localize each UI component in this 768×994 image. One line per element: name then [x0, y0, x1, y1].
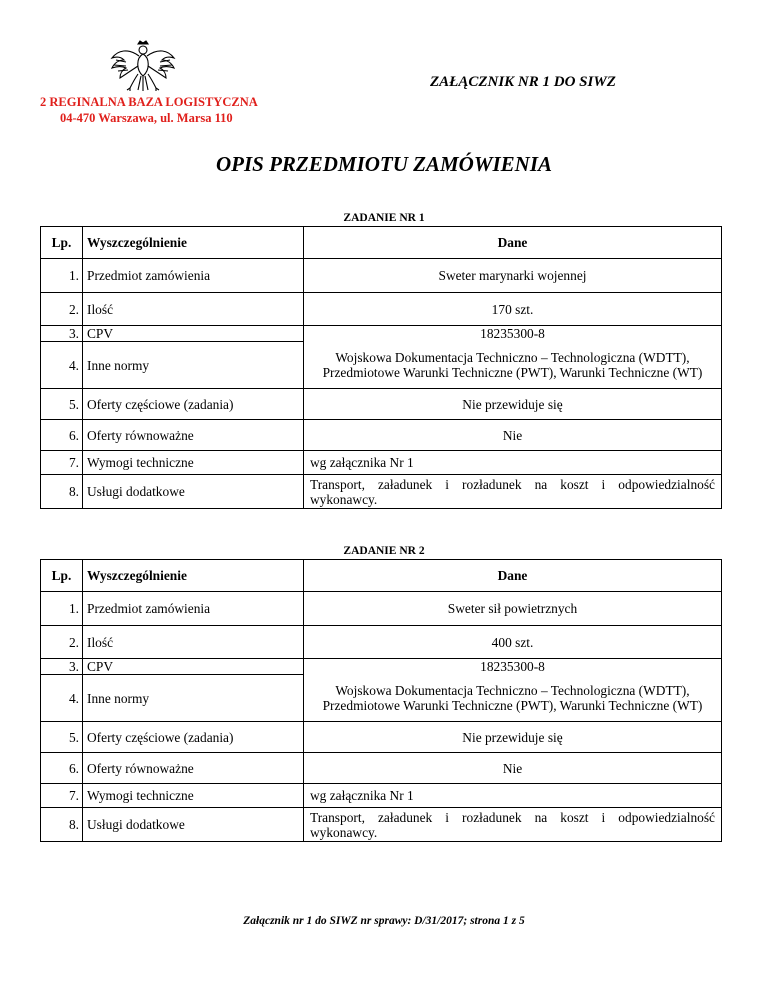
table-header-row — [41, 560, 722, 592]
row-value: wg załącznika Nr 1 — [304, 451, 722, 475]
task-2-table — [40, 559, 722, 842]
row-number: 8. — [41, 808, 83, 842]
row-number: 2. — [41, 293, 83, 326]
row-value: Nie przewiduje się — [304, 722, 722, 753]
task-1-heading: ZADANIE NR 1 — [343, 212, 425, 224]
row-number: 3. — [41, 326, 83, 342]
row-label: Wymogi techniczne — [83, 784, 304, 808]
row-number: 4. — [41, 675, 83, 722]
table-row — [41, 259, 722, 293]
row-value: wg załącznika Nr 1 — [304, 784, 722, 808]
row-value: Sweter marynarki wojennej — [304, 259, 722, 293]
row-value: Sweter sił powietrznych — [304, 592, 722, 626]
task-2-heading: ZADANIE NR 2 — [343, 545, 425, 557]
row-label: Przedmiot zamówienia — [83, 259, 304, 293]
row-value: Wojskowa Dokumentacja Techniczno – Technologiczna (WDTT), Przedmiotowe Warunki Techniczne (PWT), Warunki Techniczne (WT) — [304, 675, 722, 722]
row-value: Nie — [304, 753, 722, 784]
row-value: Transport, załadunek i rozładunek na koszt i odpowiedzialność wykonawcy. — [304, 808, 722, 842]
table-row — [41, 808, 722, 842]
row-value: 18235300-8 — [304, 326, 722, 342]
row-number: 6. — [41, 753, 83, 784]
annex-title: ZAŁĄCZNIK NR 1 DO SIWZ — [430, 74, 616, 90]
row-label: CPV — [83, 326, 304, 342]
table-row — [41, 784, 722, 808]
document-title: OPIS PRZEDMIOTU ZAMÓWIENIA — [215, 152, 553, 176]
row-number: 8. — [41, 475, 83, 509]
row-label: Usługi dodatkowe — [83, 475, 304, 509]
eagle-emblem-icon — [108, 40, 178, 92]
row-label: Inne normy — [83, 342, 304, 389]
row-value: 170 szt. — [304, 293, 722, 326]
row-value: Wojskowa Dokumentacja Techniczno – Technologiczna (WDTT), Przedmiotowe Warunki Techniczne (PWT), Warunki Techniczne (WT) — [304, 342, 722, 389]
row-label: Oferty równoważne — [83, 753, 304, 784]
table-row — [41, 753, 722, 784]
table-row — [41, 475, 722, 509]
table-row — [41, 626, 722, 659]
row-number: 2. — [41, 626, 83, 659]
row-label: Wymogi techniczne — [83, 451, 304, 475]
row-number: 6. — [41, 420, 83, 451]
row-label: Usługi dodatkowe — [83, 808, 304, 842]
table-row — [41, 592, 722, 626]
table-row — [41, 293, 722, 326]
table-row — [41, 389, 722, 420]
row-label: Ilość — [83, 293, 304, 326]
row-label: Oferty częściowe (zadania) — [83, 722, 304, 753]
row-value: Nie — [304, 420, 722, 451]
table-row — [41, 326, 722, 342]
row-label: Ilość — [83, 626, 304, 659]
row-label: Inne normy — [83, 675, 304, 722]
organization-block — [40, 94, 258, 126]
row-number: 4. — [41, 342, 83, 389]
header-data: Dane — [304, 227, 722, 259]
task-1-table — [40, 226, 722, 509]
row-value: 18235300-8 — [304, 659, 722, 675]
row-value: 400 szt. — [304, 626, 722, 659]
header-lp: Lp. — [41, 560, 83, 592]
header-item: Wyszczególnienie — [83, 227, 304, 259]
row-label: Oferty równoważne — [83, 420, 304, 451]
page-footer: Załącznik nr 1 do SIWZ nr sprawy: D/31/2017; strona 1 z 5 — [243, 915, 525, 927]
header-data: Dane — [304, 560, 722, 592]
header-item: Wyszczególnienie — [83, 560, 304, 592]
row-number: 3. — [41, 659, 83, 675]
table-row — [41, 659, 722, 675]
table-row — [41, 420, 722, 451]
row-value: Transport, załadunek i rozładunek na koszt i odpowiedzialność wykonawcy. — [304, 475, 722, 509]
row-number: 7. — [41, 784, 83, 808]
row-label: Oferty częściowe (zadania) — [83, 389, 304, 420]
row-label: CPV — [83, 659, 304, 675]
row-label: Przedmiot zamówienia — [83, 592, 304, 626]
row-number: 1. — [41, 259, 83, 293]
row-number: 5. — [41, 722, 83, 753]
row-number: 7. — [41, 451, 83, 475]
table-row — [41, 342, 722, 389]
table-row — [41, 722, 722, 753]
row-value: Nie przewiduje się — [304, 389, 722, 420]
row-number: 5. — [41, 389, 83, 420]
row-number: 1. — [41, 592, 83, 626]
header-lp: Lp. — [41, 227, 83, 259]
table-row — [41, 675, 722, 722]
organization-address: 04-470 Warszawa, ul. Marsa 110 — [60, 111, 233, 125]
table-header-row — [41, 227, 722, 259]
table-row — [41, 451, 722, 475]
organization-name: 2 REGINALNA BAZA LOGISTYCZNA — [40, 95, 258, 109]
